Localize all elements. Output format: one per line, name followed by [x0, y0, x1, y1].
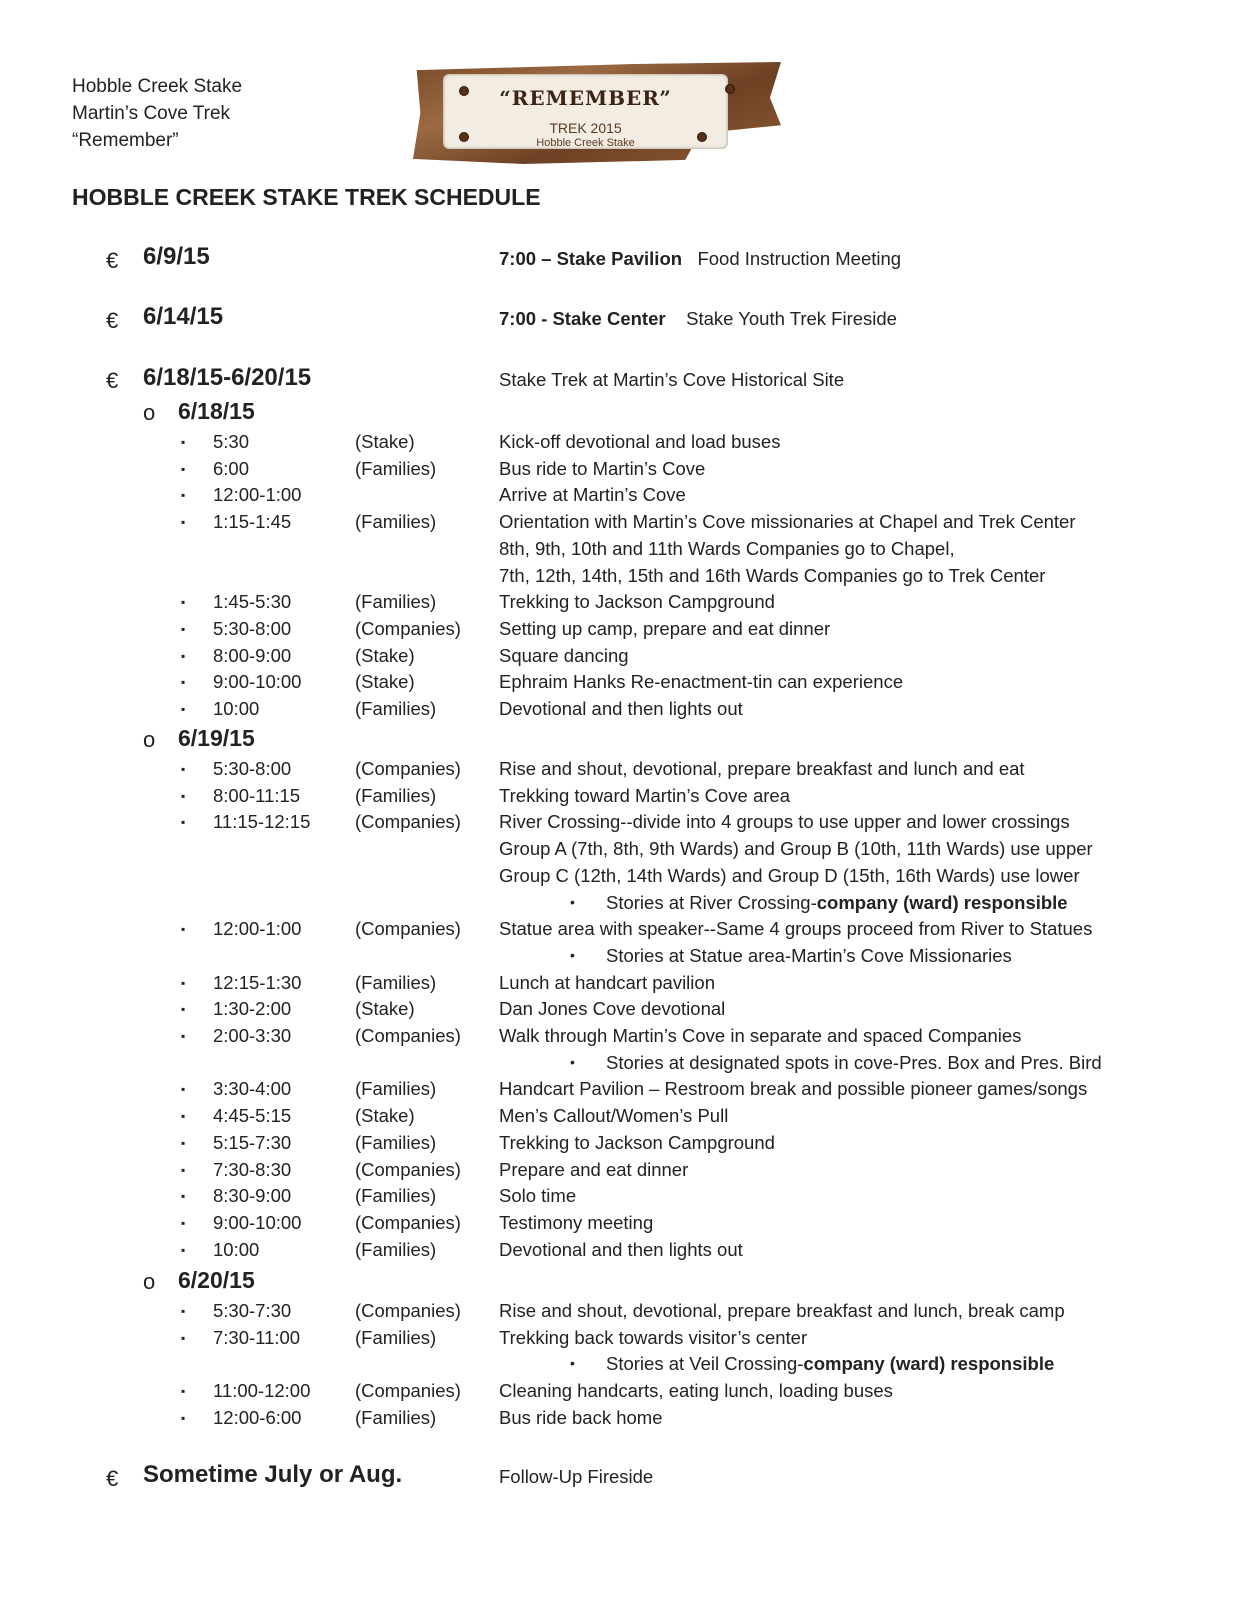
circle-bullet-icon: o	[143, 1269, 156, 1294]
item-time: 6:00	[213, 457, 250, 479]
square-bullet-icon: ▪	[181, 1189, 186, 1204]
item-description: Testimony meeting	[499, 1211, 654, 1233]
item-group: (Companies)	[355, 1300, 461, 1321]
item-description: Ephraim Hanks Re-enactment-tin can experience	[499, 671, 904, 693]
square-bullet-icon: ▪	[181, 922, 186, 937]
square-bullet-icon: ▪	[181, 1002, 186, 1017]
item-group: (Families)	[355, 1185, 437, 1207]
item-time: 9:00-10:00	[213, 671, 302, 693]
square-bullet-icon: ▪	[181, 488, 186, 503]
item-group: (Companies)	[355, 758, 461, 779]
item-description-extra: 7th, 12th, 14th, 15th and 16th Wards Companies go to Trek Center	[499, 564, 1046, 586]
event-date: 6/9/15	[143, 243, 210, 270]
square-bullet-icon: ▪	[181, 1109, 186, 1124]
square-bullet-icon: ▪	[181, 762, 186, 776]
item-description: Trekking back towards visitor’s center	[499, 1326, 808, 1348]
item-group: (Stake)	[355, 671, 415, 693]
story-note: Stories at Veil Crossing-company (ward) responsible	[606, 1353, 1055, 1375]
item-group: (Stake)	[355, 644, 415, 666]
event-date: 6/18/15-6/20/15	[143, 364, 312, 391]
item-group: (Families)	[355, 1131, 437, 1153]
day-date: 6/19/15	[178, 725, 255, 751]
item-description: Arrive at Martin’s Cove	[499, 484, 686, 506]
item-time: 11:15-12:15	[213, 811, 311, 833]
item-time: 12:15-1:30	[213, 971, 302, 993]
item-description: Devotional and then lights out	[499, 698, 743, 719]
story-note: Stories at designated spots in cove-Pres. Box and Pres. Bird	[606, 1051, 1102, 1073]
item-description: Solo time	[499, 1185, 577, 1207]
item-group: (Families)	[355, 971, 437, 993]
circle-bullet-icon: o	[143, 727, 156, 752]
item-group: (Companies)	[355, 918, 461, 940]
event-description: Follow-Up Fireside	[499, 1466, 654, 1487]
page-title: HOBBLE CREEK STAKE TREK SCHEDULE	[72, 184, 541, 210]
rivet-icon	[459, 86, 469, 96]
item-group: (Families)	[355, 1326, 437, 1348]
square-bullet-icon: ▪	[181, 461, 186, 476]
item-description: Cleaning handcarts, eating lunch, loading buses	[499, 1380, 893, 1402]
story-note: Stories at Statue area-Martin’s Cove Missionaries	[606, 944, 1012, 966]
item-time: 8:00-11:15	[213, 784, 301, 806]
item-time: 2:00-3:30	[213, 1025, 292, 1046]
rivet-icon	[459, 132, 469, 142]
event-date: Sometime July or Aug.	[143, 1461, 403, 1488]
item-time: 1:30-2:00	[213, 998, 292, 1020]
euro-bullet-icon: €	[106, 368, 119, 393]
item-time: 5:30-8:00	[213, 617, 292, 639]
item-group: (Companies)	[355, 1025, 461, 1046]
item-group: (Companies)	[355, 617, 461, 639]
item-description: Orientation with Martin’s Cove missionaries at Chapel and Trek Center	[499, 511, 1076, 533]
header-line-1: Hobble Creek Stake	[72, 76, 243, 97]
item-time: 12:00-1:00	[213, 484, 302, 506]
square-bullet-icon: ▪	[181, 975, 186, 990]
euro-bullet-icon: €	[106, 248, 119, 273]
item-description: Bus ride to Martin’s Cove	[499, 457, 706, 479]
item-description: Rise and shout, devotional, prepare breakfast and lunch and eat	[499, 758, 1025, 779]
item-time: 7:30-11:00	[213, 1326, 301, 1348]
item-time: 3:30-4:00	[213, 1078, 292, 1100]
logo-sub-text-2: Hobble Creek Stake	[536, 137, 635, 149]
item-description: Prepare and eat dinner	[499, 1158, 689, 1180]
square-bullet-icon: ▪	[181, 648, 186, 663]
dot-bullet-icon: •	[570, 946, 575, 963]
square-bullet-icon: ▪	[181, 1384, 186, 1399]
item-description: River Crossing--divide into 4 groups to use upper and lower crossings	[499, 811, 1070, 833]
dot-bullet-icon: •	[570, 893, 575, 910]
item-description: Kick-off devotional and load buses	[499, 431, 781, 452]
item-description: Devotional and then lights out	[499, 1238, 743, 1260]
item-description: Trekking toward Martin’s Cove area	[499, 784, 790, 806]
item-description-extra: 8th, 9th, 10th and 11th Wards Companies go to Chapel,	[499, 537, 955, 559]
rivet-icon	[697, 132, 707, 142]
item-group: (Stake)	[355, 431, 415, 452]
item-description-extra: Group A (7th, 8th, 9th Wards) and Group B (10th, 11th Wards) use upper	[499, 838, 1093, 860]
item-description: Rise and shout, devotional, prepare breakfast and lunch, break camp	[499, 1300, 1065, 1321]
square-bullet-icon: ▪	[181, 1304, 186, 1318]
item-time: 5:15-7:30	[213, 1131, 292, 1153]
square-bullet-icon: ▪	[181, 515, 186, 530]
item-group: (Families)	[355, 1078, 437, 1100]
item-group: (Families)	[355, 698, 437, 719]
item-group: (Families)	[355, 1238, 437, 1260]
item-time: 8:30-9:00	[213, 1185, 292, 1207]
item-time: 11:00-12:00	[213, 1380, 311, 1402]
item-description: Dan Jones Cove devotional	[499, 998, 726, 1020]
logo-sub-text-1: TREK 2015	[549, 120, 622, 136]
square-bullet-icon: ▪	[181, 1135, 186, 1150]
item-description: Men’s Callout/Women’s Pull	[499, 1105, 729, 1127]
item-group: (Families)	[355, 591, 437, 613]
item-group: (Companies)	[355, 1211, 461, 1233]
dot-bullet-icon: •	[570, 1355, 575, 1372]
square-bullet-icon: ▪	[181, 435, 186, 449]
story-note: Stories at River Crossing-company (ward) responsible	[606, 891, 1068, 913]
item-time: 8:00-9:00	[213, 644, 292, 666]
item-time: 5:30	[213, 431, 250, 452]
item-time: 10:00	[213, 1238, 260, 1260]
item-description-extra: Group C (12th, 14th Wards) and Group D (15th, 16th Wards) use lower	[499, 864, 1080, 886]
trek-logo-sign	[413, 62, 781, 164]
header-line-2: Martin’s Cove Trek	[72, 103, 231, 124]
item-description: Setting up camp, prepare and eat dinner	[499, 617, 831, 639]
square-bullet-icon: ▪	[181, 788, 186, 803]
square-bullet-icon: ▪	[181, 675, 186, 690]
item-group: (Companies)	[355, 811, 461, 833]
item-time: 12:00-6:00	[213, 1406, 302, 1428]
item-group: (Families)	[355, 457, 437, 479]
header-line-3: “Remember”	[72, 130, 179, 151]
item-group: (Stake)	[355, 998, 415, 1020]
square-bullet-icon: ▪	[181, 1330, 186, 1345]
event-date: 6/14/15	[143, 303, 224, 330]
day-date: 6/18/15	[178, 398, 255, 424]
item-description: Trekking to Jackson Campground	[499, 1131, 775, 1153]
item-description: Bus ride back home	[499, 1406, 663, 1428]
square-bullet-icon: ▪	[181, 1410, 186, 1425]
item-time: 1:15-1:45	[213, 511, 292, 533]
square-bullet-icon: ▪	[181, 815, 186, 830]
event-description: 7:00 - Stake Center Stake Youth Trek Fireside	[499, 308, 897, 329]
square-bullet-icon: ▪	[181, 1029, 186, 1043]
square-bullet-icon: ▪	[181, 1082, 186, 1097]
circle-bullet-icon: o	[143, 400, 156, 425]
day-date: 6/20/15	[178, 1267, 255, 1293]
dot-bullet-icon: •	[570, 1053, 575, 1070]
item-description: Square dancing	[499, 644, 629, 666]
item-description: Lunch at handcart pavilion	[499, 971, 715, 993]
item-group: (Companies)	[355, 1158, 461, 1180]
item-time: 5:30-7:30	[213, 1300, 292, 1321]
item-description: Statue area with speaker--Same 4 groups proceed from River to Statues	[499, 918, 1093, 940]
logo-main-text: “REMEMBER”	[499, 86, 672, 110]
item-time: 12:00-1:00	[213, 918, 302, 940]
euro-bullet-icon: €	[106, 1466, 119, 1491]
item-time: 1:45-5:30	[213, 591, 292, 613]
item-time: 5:30-8:00	[213, 758, 292, 779]
item-group: (Stake)	[355, 1105, 415, 1127]
square-bullet-icon: ▪	[181, 1162, 186, 1177]
square-bullet-icon: ▪	[181, 621, 186, 636]
square-bullet-icon: ▪	[181, 702, 186, 716]
square-bullet-icon: ▪	[181, 1215, 186, 1230]
square-bullet-icon: ▪	[181, 595, 186, 610]
rivet-icon	[725, 84, 735, 94]
item-description: Walk through Martin’s Cove in separate and spaced Companies	[499, 1025, 1022, 1046]
square-bullet-icon: ▪	[181, 1242, 186, 1257]
item-time: 9:00-10:00	[213, 1211, 302, 1233]
item-time: 7:30-8:30	[213, 1158, 292, 1180]
item-description: Trekking to Jackson Campground	[499, 591, 775, 613]
item-time: 4:45-5:15	[213, 1105, 292, 1127]
item-group: (Families)	[355, 784, 437, 806]
event-description: Stake Trek at Martin’s Cove Historical Site	[499, 369, 845, 390]
sign-plate	[443, 74, 728, 149]
item-group: (Families)	[355, 1406, 437, 1428]
item-group: (Families)	[355, 511, 437, 533]
item-time: 10:00	[213, 698, 260, 719]
item-group: (Companies)	[355, 1380, 461, 1402]
event-description: 7:00 – Stake Pavilion Food Instruction Meeting	[499, 248, 902, 269]
item-description: Handcart Pavilion – Restroom break and possible pioneer games/songs	[499, 1078, 1088, 1100]
euro-bullet-icon: €	[106, 308, 119, 333]
